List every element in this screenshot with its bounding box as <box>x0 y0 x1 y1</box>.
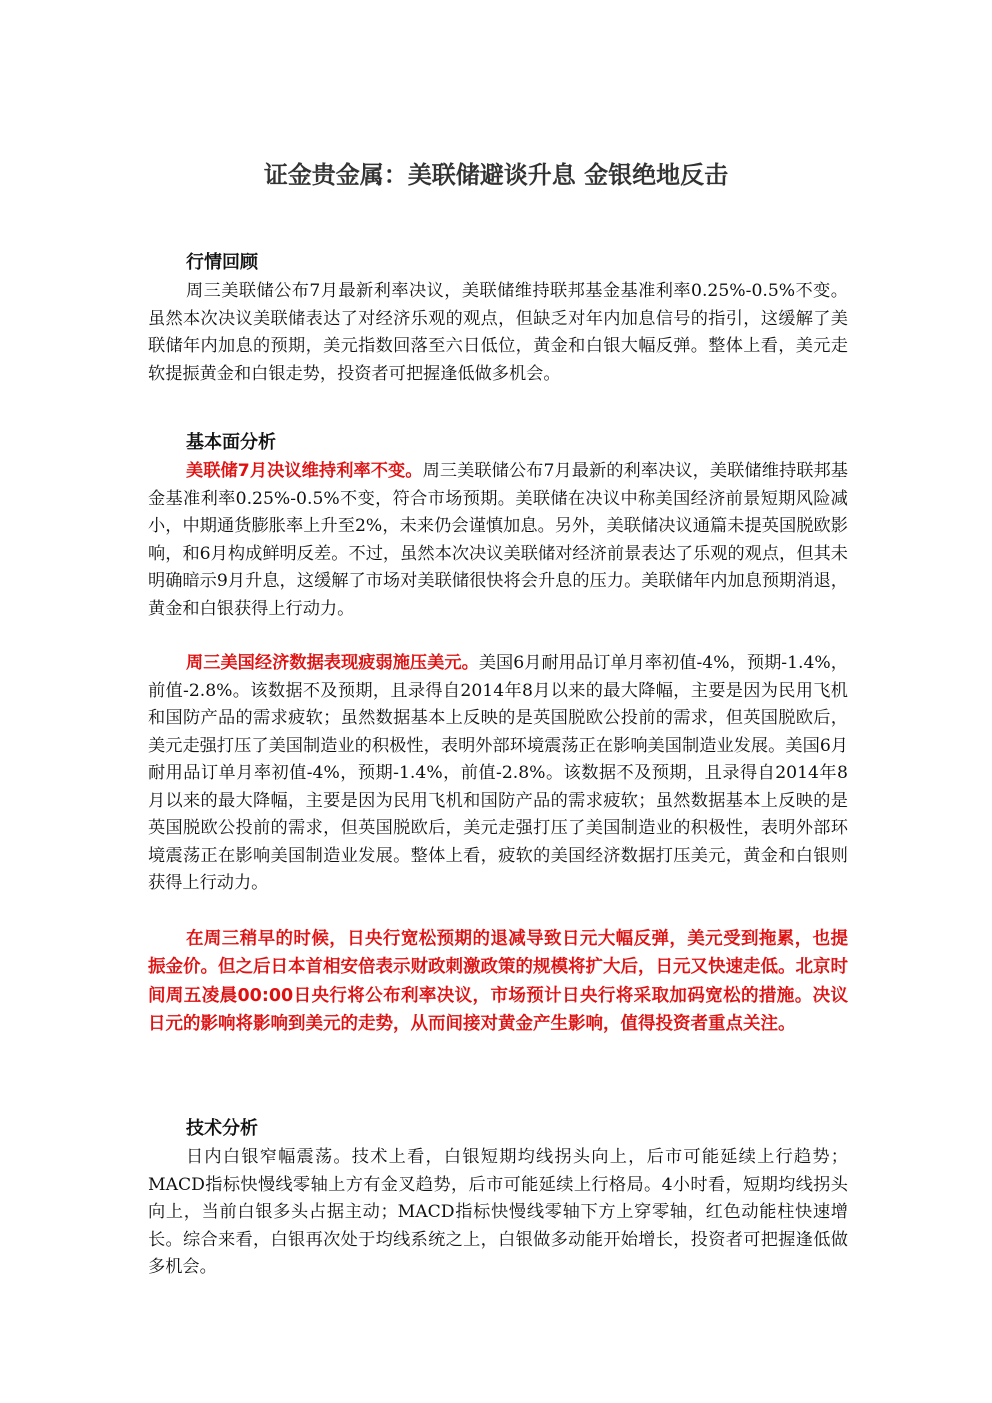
paragraph: 周三美联储公布7月最新利率决议，美联储维持联邦基金基准利率0.25%-0.5%不变。虽然本次决议美联储表达了对经济乐观的观点，但缺乏对年内加息信号的指引，这缓解了美联储年内加息的预期，美元指数回落至六日低位，黄金和白银大幅反弹。整体上看，美元走软提振黄金和白银走势，投资者可把握逢低做多机会。 <box>148 281 848 384</box>
highlight-lead: 美联储7月决议维持利率不变。 <box>186 461 423 481</box>
section-technical <box>148 1114 848 1282</box>
paragraph: 日内白银窄幅震荡。技术上看，白银短期均线拐头向上，后市可能延续上行趋势；MACD指标快慢线零轴上方有金叉趋势，后市可能延续上行格局。4小时看，短期均线拐头向上，当前白银多头占据主动；MACD指标快慢线零轴下方上穿零轴，红色动能柱快速增长。综合来看，白银再次处于均线系统之上，白银做多动能开始增长，投资者可把握逢低做多机会。 <box>148 1147 848 1277</box>
document-title: 证金贵金属：美联储避谈升息 金银绝地反击 <box>263 161 729 189</box>
paragraph <box>148 458 848 623</box>
paragraph-body: 美国6月耐用品订单月率初值-4%，预期-1.4%，前值-2.8%。该数据不及预期，且录得自2014年8月以来的最大降幅，主要是因为民用飞机和国防产品的需求疲软；虽然数据基本上反映的是英国脱欧公投前的需求，但英国脱欧后，美元走强打压了美国制造业的积极性，表明外部环境震荡正在影响美国制造业发展。美国6月耐用品订单月率初值-4%，预期-1.4%，前值-2.8%。该数据不及预期，且录得自2014年8月以来的最大降幅，主要是因为民用飞机和国防产品的需求疲软；虽然数据基本上反映的是英国脱欧公投前的需求，但英国脱欧后，美元走强打压了美国制造业的积极性，表明外部环境震荡正在影响美国制造业发展。整体上看，疲软的美国经济数据打压美元，黄金和白银则获得上行动力。 <box>148 653 848 893</box>
paragraph-body: 周三美联储公布7月最新的利率决议，美联储维持联邦基金基准利率0.25%-0.5%不变，符合市场预期。美联储在决议中称美国经济前景短期风险减小，中期通货膨胀率上升至2%，未来仍会谨慎加息。另外，美联储决议通篇未提英国脱欧影响，和6月构成鲜明反差。不过，虽然本次决议美联储对经济前景表达了乐观的观点，但其未明确暗示9月升息，这缓解了市场对美联储很快将会升息的压力。美联储年内加息预期消退，黄金和白银获得上行动力。 <box>148 461 848 619</box>
section-heading: 行情回顾 <box>186 252 258 273</box>
section-heading: 基本面分析 <box>186 432 276 453</box>
paragraph <box>148 650 848 898</box>
highlight-lead: 周三美国经济数据表现疲弱施压美元。 <box>186 653 479 673</box>
section-fundamentals <box>148 428 848 1039</box>
highlight-paragraph: 在周三稍早的时候，日央行宽松预期的退减导致日元大幅反弹，美元受到拖累，也提振金价。但之后日本首相安倍表示财政刺激政策的规模将扩大后，日元又快速走低。北京时间周五凌晨00:00日央行将公布利率决议，市场预计日央行将采取加码宽松的措施。决议日元的影响将影响到美元的走势，从而间接对黄金产生影响，值得投资者重点关注。 <box>148 928 848 1034</box>
section-heading: 技术分析 <box>186 1118 258 1139</box>
section-market-review <box>148 248 848 388</box>
